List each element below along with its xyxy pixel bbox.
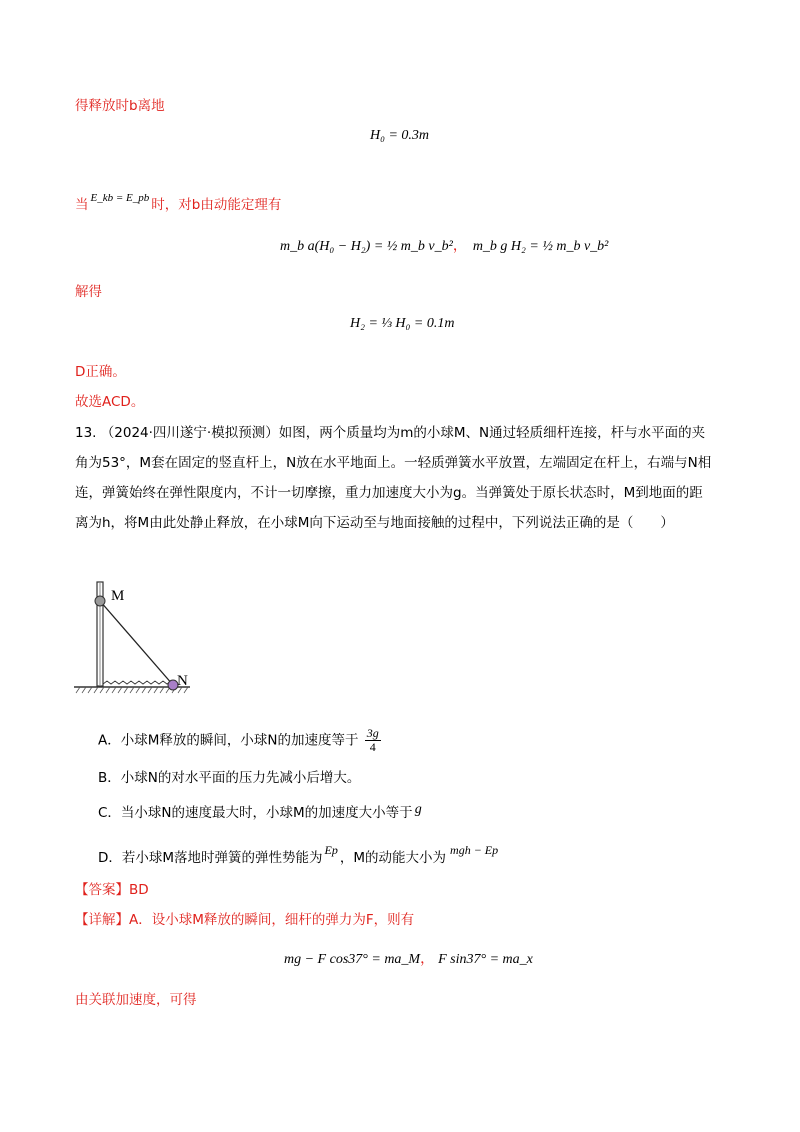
detail-eq-separator: ，	[420, 952, 435, 967]
answer-tag: 【答案】	[75, 882, 129, 898]
equation-h0: H₀ = 0.3m	[370, 128, 430, 143]
fraction-denominator: 4	[369, 740, 376, 754]
spring	[103, 681, 171, 684]
equation-h2: H₂ = ⅓ H₀ = 0.1m	[350, 316, 455, 331]
equation-energy-1: m_b a(H₀ − H₂) = ½ m_b v_b²	[280, 239, 453, 254]
label-n: N	[177, 673, 188, 689]
option-b: B．小球N的对水平面的压力先减小后增大。	[98, 770, 361, 786]
answer-line	[75, 880, 149, 900]
solution-line-solve: 解得	[75, 284, 102, 300]
solution-line-choose: 故选ACD。	[75, 394, 145, 410]
option-a-fraction	[365, 727, 381, 754]
equation-separator: ，	[452, 239, 467, 254]
question-source: （2024·四川遂宁·模拟预测）	[100, 425, 279, 441]
option-a	[98, 727, 383, 754]
question-text: 如图，两个质量均为m的小球M、N通过轻质细杆连接，杆与水平面的夹角为53°，M套在固定的竖直杆上，N放在水平地面上。一轻质弹簧水平放置，左端固定在杆上，右端与N相连，弹簧始终在弹性限度内，不计一切摩擦，重力加速度大小为g。当弹簧处于原长状态时，M到地面的距离为h，将M由此处静止释放，在小球M向下运动至与地面接触的过程中，下列说法正确的是（ ）	[75, 425, 712, 531]
question-13	[75, 418, 715, 538]
text-when: 当	[75, 197, 89, 213]
option-d-expr: mgh − Ep	[450, 843, 499, 857]
detail-equations	[284, 948, 533, 968]
detail-text: A．设小球M释放的瞬间，细杆的弹力为F，则有	[129, 912, 415, 928]
detail-tag: 【详解】	[75, 912, 129, 928]
label-m: M	[111, 588, 125, 604]
detail-eq-1: mg − F cos37° = ma_M	[284, 952, 421, 967]
text-kinetic-theorem: 时，对b由动能定理有	[151, 197, 282, 213]
solution-line-energy-condition	[75, 188, 281, 215]
detail-line	[75, 910, 414, 930]
fraction-numerator: 3g	[366, 726, 379, 740]
option-d	[98, 840, 498, 868]
detail-last-line: 由关联加速度，可得	[75, 992, 197, 1008]
equation-energy-2: m_b g H₂ = ½ m_b v_b²	[472, 239, 609, 254]
solution-line-d-correct: D正确。	[75, 364, 126, 380]
option-d-text-2: ，M的动能大小为	[339, 850, 447, 866]
solution-line-release-height: 得释放时b离地	[75, 98, 165, 114]
option-c-text: C．当小球N的速度最大时，小球M的加速度大小等于	[98, 805, 413, 821]
option-c	[98, 800, 422, 823]
option-d-text-1: D．若小球M落地时弹簧的弹性势能为	[98, 850, 323, 866]
detail-eq-2: F sin37° = ma_x	[438, 952, 533, 967]
answer-value: BD	[129, 882, 149, 898]
figure-rod-spring	[70, 580, 210, 696]
equation-energy-row	[280, 235, 608, 255]
connecting-rod	[100, 601, 173, 685]
option-c-var: g	[414, 802, 422, 817]
ball-m	[95, 596, 105, 606]
option-a-text: A．小球M释放的瞬间，小球N的加速度等于	[98, 732, 359, 749]
question-number: 13.	[75, 425, 97, 441]
option-d-ep: Ep	[324, 843, 338, 857]
inline-eq-ekb-epb: E_kb = E_pb	[90, 192, 150, 204]
